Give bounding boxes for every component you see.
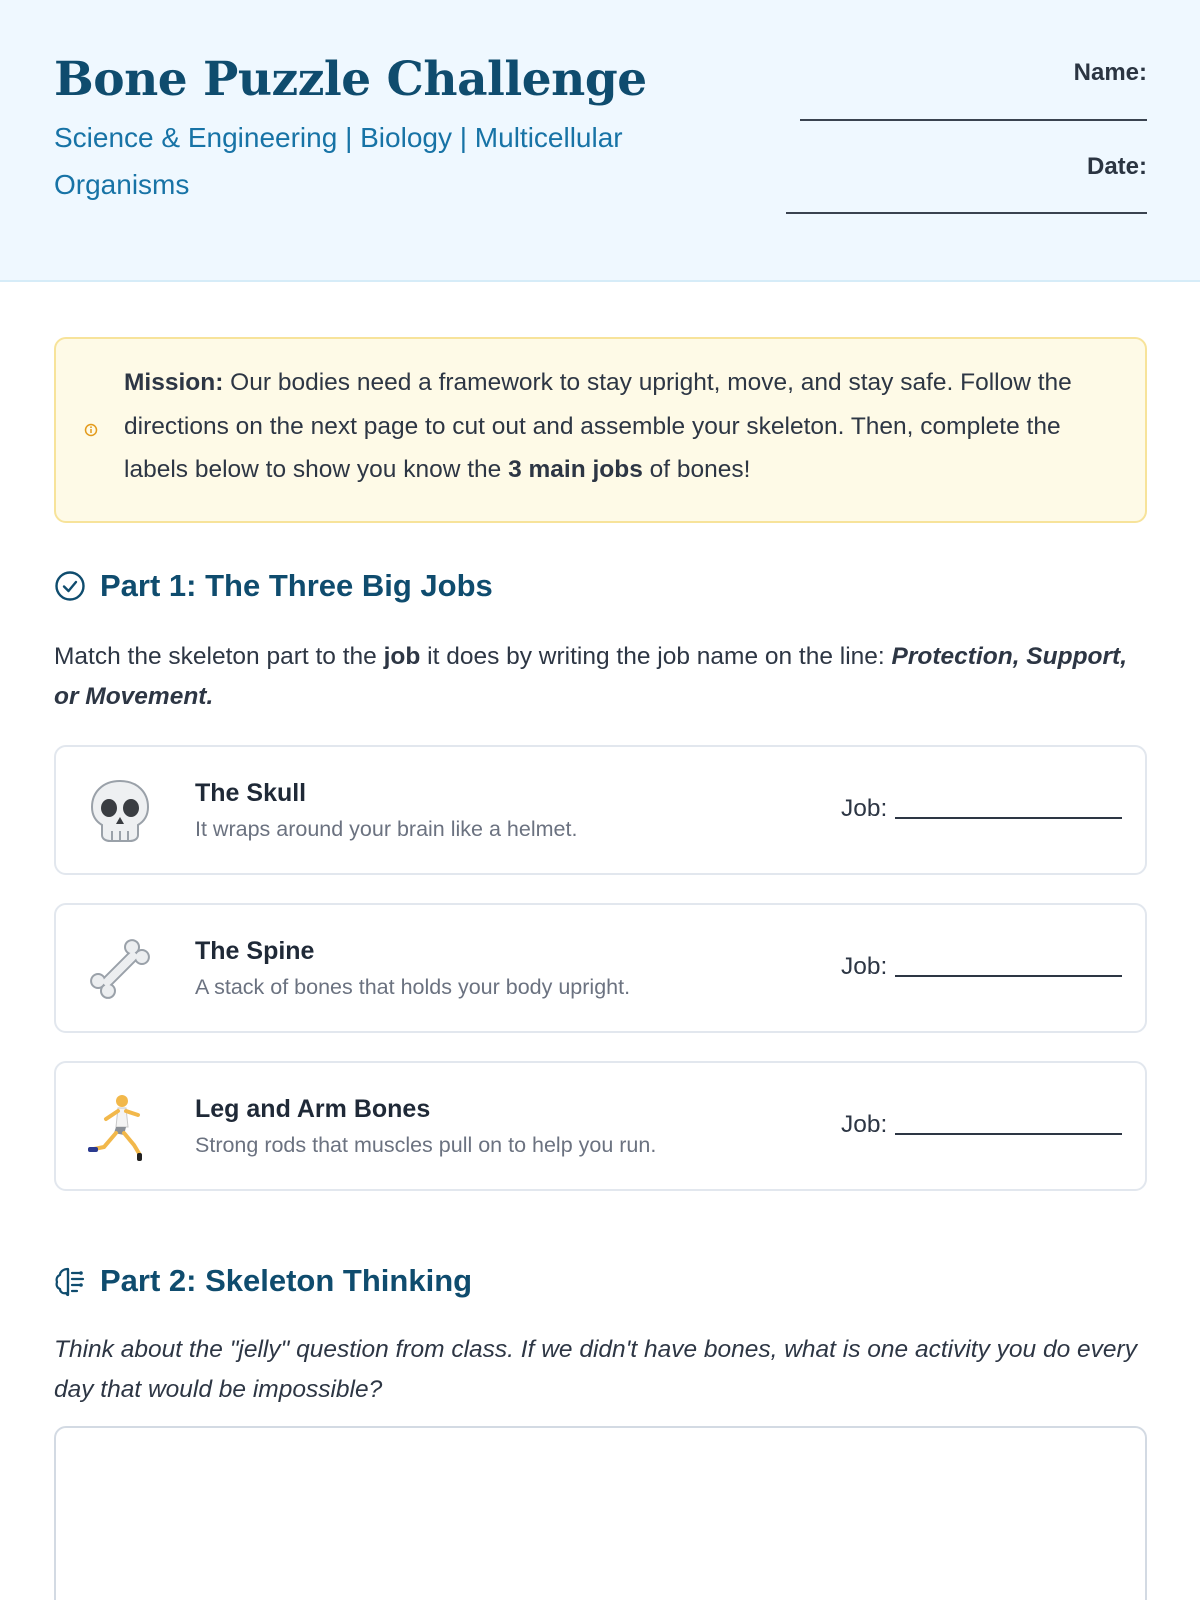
- job-label: Job:: [841, 795, 888, 822]
- part2-heading: [54, 1261, 472, 1301]
- answer-textarea[interactable]: [54, 1426, 1147, 1600]
- worksheet-header: [0, 0, 1200, 282]
- brain-icon: [54, 1265, 86, 1297]
- job-answer-line-spine[interactable]: [895, 975, 1122, 977]
- date-field[interactable]: [786, 212, 1147, 214]
- instructions-text-2: it does by writing the job name on the line:: [420, 643, 892, 670]
- job-label: Job:: [841, 953, 888, 980]
- part1-heading: [54, 566, 493, 606]
- instructions-text: Match the skeleton part to the: [54, 643, 384, 670]
- part1-instructions: [54, 637, 1154, 717]
- mission-callout: [54, 337, 1147, 523]
- job-card-limbs: [54, 1061, 1147, 1191]
- mission-emphasis: 3 main jobs: [508, 456, 643, 483]
- job-label: Job:: [841, 1111, 888, 1138]
- check-circle-icon: [54, 570, 86, 602]
- card-description: Strong rods that muscles pull on to help you run.: [195, 1133, 657, 1157]
- instructions-job-word: job: [383, 643, 421, 670]
- mission-lead: Mission:: [124, 369, 224, 396]
- instructions-options: Protection, Support, or Movement.: [54, 643, 1128, 710]
- part2-title: Part 2: Skeleton Thinking: [100, 1263, 473, 1298]
- part1-title: Part 1: The Three Big Jobs: [100, 568, 493, 603]
- name-label: Name:: [1073, 59, 1147, 86]
- name-field[interactable]: [800, 119, 1147, 121]
- runner-icon: [84, 1091, 156, 1163]
- card-description: It wraps around your brain like a helmet.: [195, 817, 578, 841]
- card-title: The Skull: [195, 779, 307, 807]
- page-title: Bone Puzzle Challenge: [54, 52, 647, 107]
- job-answer-line-skull[interactable]: [895, 817, 1122, 819]
- job-card-skull: [54, 745, 1147, 875]
- page-subtitle: Science & Engineering | Biology | Multicellular Organisms: [54, 122, 623, 200]
- info-icon: [84, 423, 98, 437]
- skull-icon: [84, 775, 156, 847]
- mission-body: Our bodies need a framework to stay upright, move, and stay safe. Follow the directions on the next page to cut out and assemble your skeleton. Then, complete the labels below to show you know the: [124, 369, 1072, 483]
- part2-prompt: Think about the "jelly" question from class. If we didn't have bones, what is one activity you do every day that would be impossible?: [54, 1336, 1137, 1403]
- card-title: Leg and Arm Bones: [195, 1095, 431, 1123]
- job-card-spine: [54, 903, 1147, 1033]
- card-description: A stack of bones that holds your body upright.: [195, 975, 631, 999]
- mission-body-end: of bones!: [642, 456, 751, 483]
- mission-text: [124, 361, 1124, 492]
- card-title: The Spine: [195, 937, 315, 965]
- bone-icon: [84, 933, 156, 1005]
- date-label: Date:: [1086, 153, 1147, 180]
- job-answer-line-limbs[interactable]: [895, 1133, 1122, 1135]
